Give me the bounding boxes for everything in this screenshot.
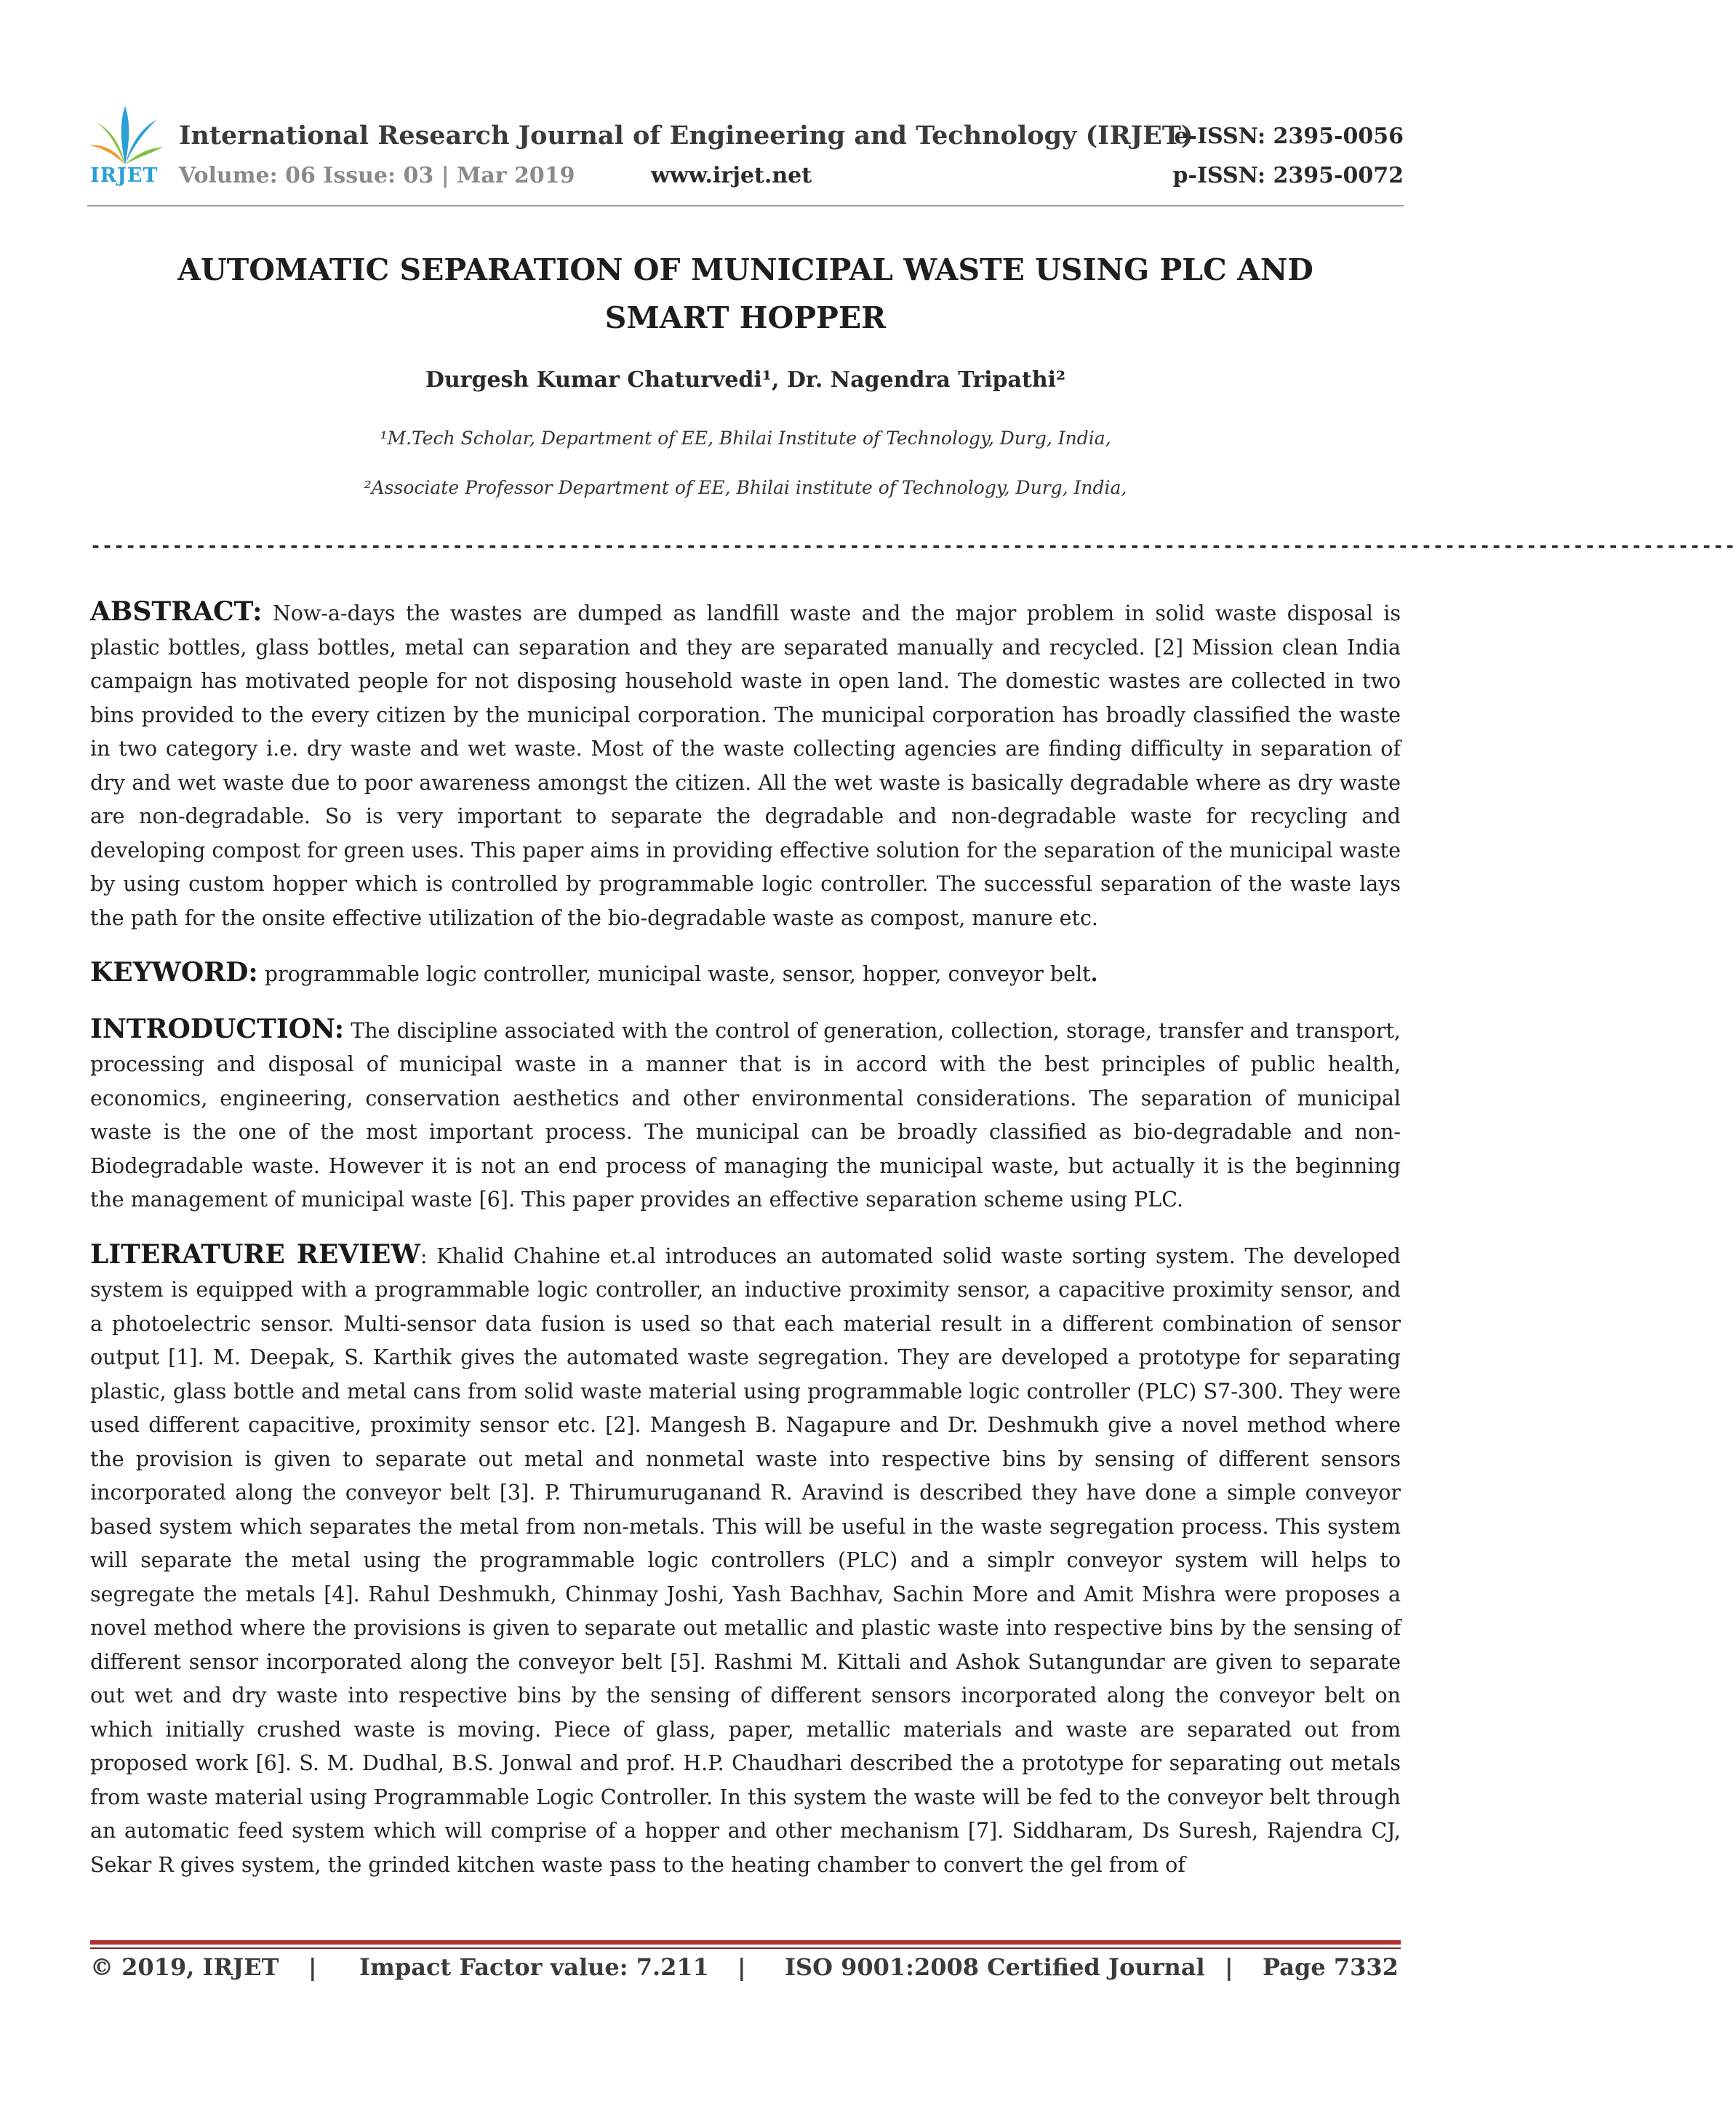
- footer-separator: |: [737, 1953, 746, 1981]
- literature-review-text: : Khalid Chahine et.al introduces an automated solid waste sorting system. The developed system is equipped with a programmable logic controller, an inductive proximity sensor, a capacitive proximity sensor, and a photoelectric sensor. Multi-sensor data fusion is used so that each material result in a different combination of sensor output [1]. M. Deepak, S. Karthik gives the automated waste segregation. They are developed a prototype for separating plastic, glass bottle and metal cans from solid waste material using programmable logic controller (PLC) S7-300. They were used different capacitive, proximity sensor etc. [2]. Mangesh B. Nagapure and Dr. Deshmukh give a novel method where the provision is given to separate out metal and nonmetal waste into respective bins by sensing of different sensors incorporated along the conveyor belt [3]. P. Thirumuruganand R. Aravind is described they have done a simple conveyor based system which separates the metal from non-metals. This will be useful in the waste segregation process. This system will separate the metal using the programmable logic controllers (PLC) and a simplr conveyor system will helps to segregate the metals [4]. Rahul Deshmukh, Chinmay Joshi, Yash Bachhav, Sachin More and Amit Mishra were proposes a novel method where the provisions is given to separate out metallic and plastic waste into respective bins by the sensing of different sensor incorporated along the conveyor belt [5]. Rashmi M. Kittali and Ashok Sutangundar are given to separate out wet and dry waste into respective bins by the sensing of different sensors incorporated along the conveyor belt on which initially crushed waste is moving. Piece of glass, paper, metallic materials and waste are separated out from proposed work [6]. S. M. Dudhal, B.S. Jonwal and prof. H.P. Chaudhari described the a prototype for separating out metals from waste material using Programmable Logic Controller. In this system the waste will be fed to the conveyor belt through an automatic feed system which will comprise of a hopper and other mechanism [7]. Siddharam, Ds Suresh, Rajendra CJ, Sekar R gives system, the grinded kitchen waste pass to the heating chamber to convert the gel from of: [90, 1244, 1401, 1877]
- e-issn: e-ISSN: 2395-0056: [1174, 124, 1404, 149]
- abstract-heading: ABSTRACT:: [90, 596, 263, 627]
- paper-body: [90, 595, 1401, 1902]
- footer-separator: |: [308, 1953, 317, 1981]
- journal-header: [87, 102, 1404, 211]
- footer-rule: [90, 1940, 1401, 1945]
- header-divider: [87, 205, 1404, 207]
- introduction-paragraph: [90, 1012, 1401, 1217]
- introduction-heading: INTRODUCTION:: [90, 1013, 344, 1044]
- volume-issue: Volume: 06 Issue: 03 | Mar 2019: [179, 163, 575, 188]
- footer-copyright: © 2019, IRJET: [90, 1953, 279, 1981]
- paper-authors: Durgesh Kumar Chaturvedi¹, Dr. Nagendra Tripathi²: [425, 367, 1066, 393]
- logo-text: IRJET: [90, 164, 159, 187]
- footer-rule-thin: [90, 1947, 1401, 1949]
- footer-impact-factor: Impact Factor value: 7.211: [359, 1953, 709, 1981]
- literature-review-heading: LITERATURE REVIEW: [90, 1238, 420, 1270]
- keyword-text: programmable logic controller, municipal waste, sensor, hopper, conveyor belt: [257, 962, 1091, 986]
- footer-iso: ISO 9001:2008 Certified Journal: [785, 1953, 1205, 1981]
- literature-review-paragraph: [90, 1238, 1401, 1883]
- leaf-logo-icon: [87, 102, 164, 167]
- journal-title: International Research Journal of Engineering and Technology (IRJET): [179, 121, 1193, 151]
- keyword-end: .: [1090, 961, 1098, 986]
- abstract-text: Now-a-days the wastes are dumped as landfill waste and the major problem in solid waste disposal is plastic bottles, glass bottles, metal can separation and they are separated manually and recycled. [2] Mission clean India campaign has motivated people for not disposing household waste in open land. The domestic wastes are collected in two bins provided to the every citizen by the municipal corporation. The municipal corporation has broadly classified the waste in two category i.e. dry waste and wet waste. Most of the waste collecting agencies are finding difficulty in separation of dry and wet waste due to poor awareness amongst the citizen. All the wet waste is basically degradable where as dry waste are non-degradable. So is very important to separate the degradable and non-degradable waste for recycling and developing compost for green uses. This paper aims in providing effective solution for the separation of the municipal waste by using custom hopper which is controlled by programmable logic controller. The successful separation of the waste lays the path for the onsite effective utilization of the bio-degradable waste as compost, manure etc.: [90, 601, 1401, 930]
- introduction-text: The discipline associated with the control of generation, collection, storage, transfer and transport, processing and disposal of municipal waste in a manner that is in accord with the best principles of public health, economics, engineering, conservation aesthetics and other environmental considerations. The separation of municipal waste is the one of the most important process. The municipal can be broadly classified as bio-degradable and non-Biodegradable waste. However it is not an end process of managing the municipal waste, but actually it is the beginning the management of municipal waste [6]. This paper provides an effective separation scheme using PLC.: [90, 1018, 1401, 1212]
- keyword-heading: KEYWORD:: [90, 957, 258, 988]
- affiliation-1: ¹M.Tech Scholar, Department of EE, Bhilai Institute of Technology, Durg, India,: [380, 428, 1111, 449]
- footer-separator: |: [1225, 1953, 1233, 1981]
- affiliation-2: ²Associate Professor Department of EE, Bhilai institute of Technology, Durg, India,: [364, 477, 1127, 498]
- paper-title: AUTOMATIC SEPARATION OF MUNICIPAL WASTE USING PLC AND SMART HOPPER: [177, 252, 1313, 335]
- page-footer: [90, 1953, 1401, 1990]
- dashed-separator: ---------------------------------------------------------------------------------------------------------------------------------------------: [90, 535, 1736, 556]
- keyword-paragraph: [90, 956, 1401, 992]
- footer-page-number: Page 7332: [1263, 1953, 1399, 1981]
- p-issn: p-ISSN: 2395-0072: [1172, 163, 1404, 188]
- abstract-paragraph: [90, 595, 1401, 935]
- irjet-logo: [87, 102, 164, 193]
- journal-website: www.irjet.net: [651, 163, 812, 188]
